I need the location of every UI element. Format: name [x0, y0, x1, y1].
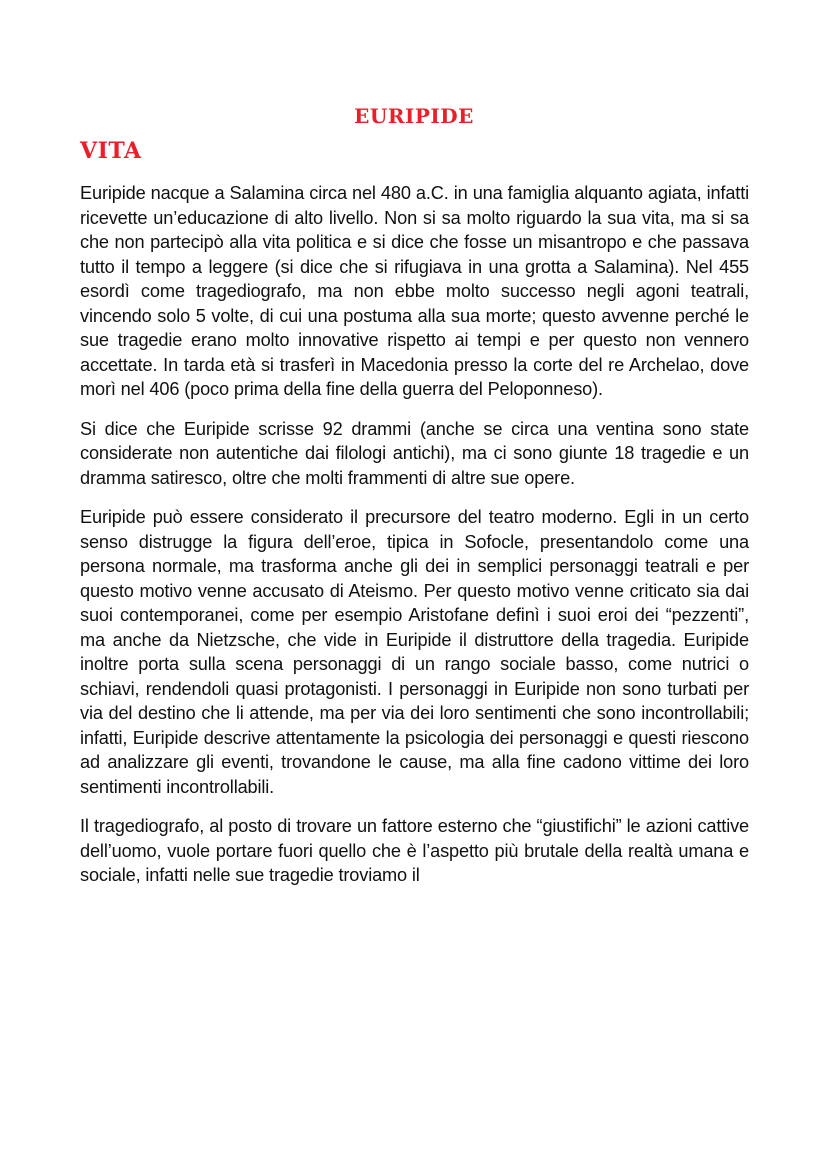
section-heading-vita: VITA — [80, 138, 142, 164]
paragraph-works: Si dice che Euripide scrisse 92 drammi (anche se circa una ventina sono state considerate non autentiche dai filologi antichi), ma ci sono giunte 18 tragedie e un dramma satiresco, oltre che molti frammenti di altre sue opere. — [80, 418, 749, 488]
document-title: EURIPIDE — [354, 104, 474, 128]
paragraph-biography: Euripide nacque a Salamina circa nel 480 a.C. in una famiglia alquanto agiata, infatti ricevette un’educazione di alto livello. Non si sa molto riguardo la sua vita, ma si sa che non partecipò alla vita politica e si dice che fosse un misantropo e che passava tutto il tempo a leggere (si dice che si rifugiava in una grotta a Salamina). Nel 455 esordì come tragediografo, ma non ebbe molto successo negli agoni teatrali, vincendo solo 5 volte, di cui una postuma alla sua morte; questo avvenne perché le sue tragedie erano molto innovative rispetto ai tempi e per questo non vennero accettate. In tarda età si trasferì in Macedonia presso la corte del re Archelao, dove morì nel 406 (poco prima della fine della guerra del Peloponneso). — [80, 183, 749, 399]
paragraph-innovation: Euripide può essere considerato il precursore del teatro moderno. Egli in un certo senso distrugge la figura dell’eroe, tipica in Sofocle, presentandolo come una persona normale, ma trasforma anche gli dei in semplici personaggi teatrali e per questo motivo venne accusato di Ateismo. Per questo motivo venne criticato sia dai suoi contemporanei, come per esempio Aristofane definì i suoi eroi dei “pezzenti”, ma anche da Nietzsche, che vide in Euripide il distruttore della tragedia. Euripide inoltre porta sulla scena personaggi di un rango sociale basso, come nutrici o schiavi, rendendoli quasi protagonisti. I personaggi in Euripide non sono turbati per via del destino che li attende, ma per via dei loro sentimenti che sono incontrollabili; infatti, Euripide descrive attentamente la psicologia dei personaggi e questi riescono ad analizzare gli eventi, trovandone le cause, ma alla fine cadono vittime dei loro sentimenti incontrollabili. — [80, 507, 749, 797]
document-body — [80, 181, 749, 903]
paragraph-tragediographer: Il tragediografo, al posto di trovare un fattore esterno che “giustifichi” le azioni cattive dell’uomo, vuole portare fuori quello che è l’aspetto più brutale della realtà umana e sociale, infatti nelle sue tragedie troviamo il — [80, 816, 749, 885]
